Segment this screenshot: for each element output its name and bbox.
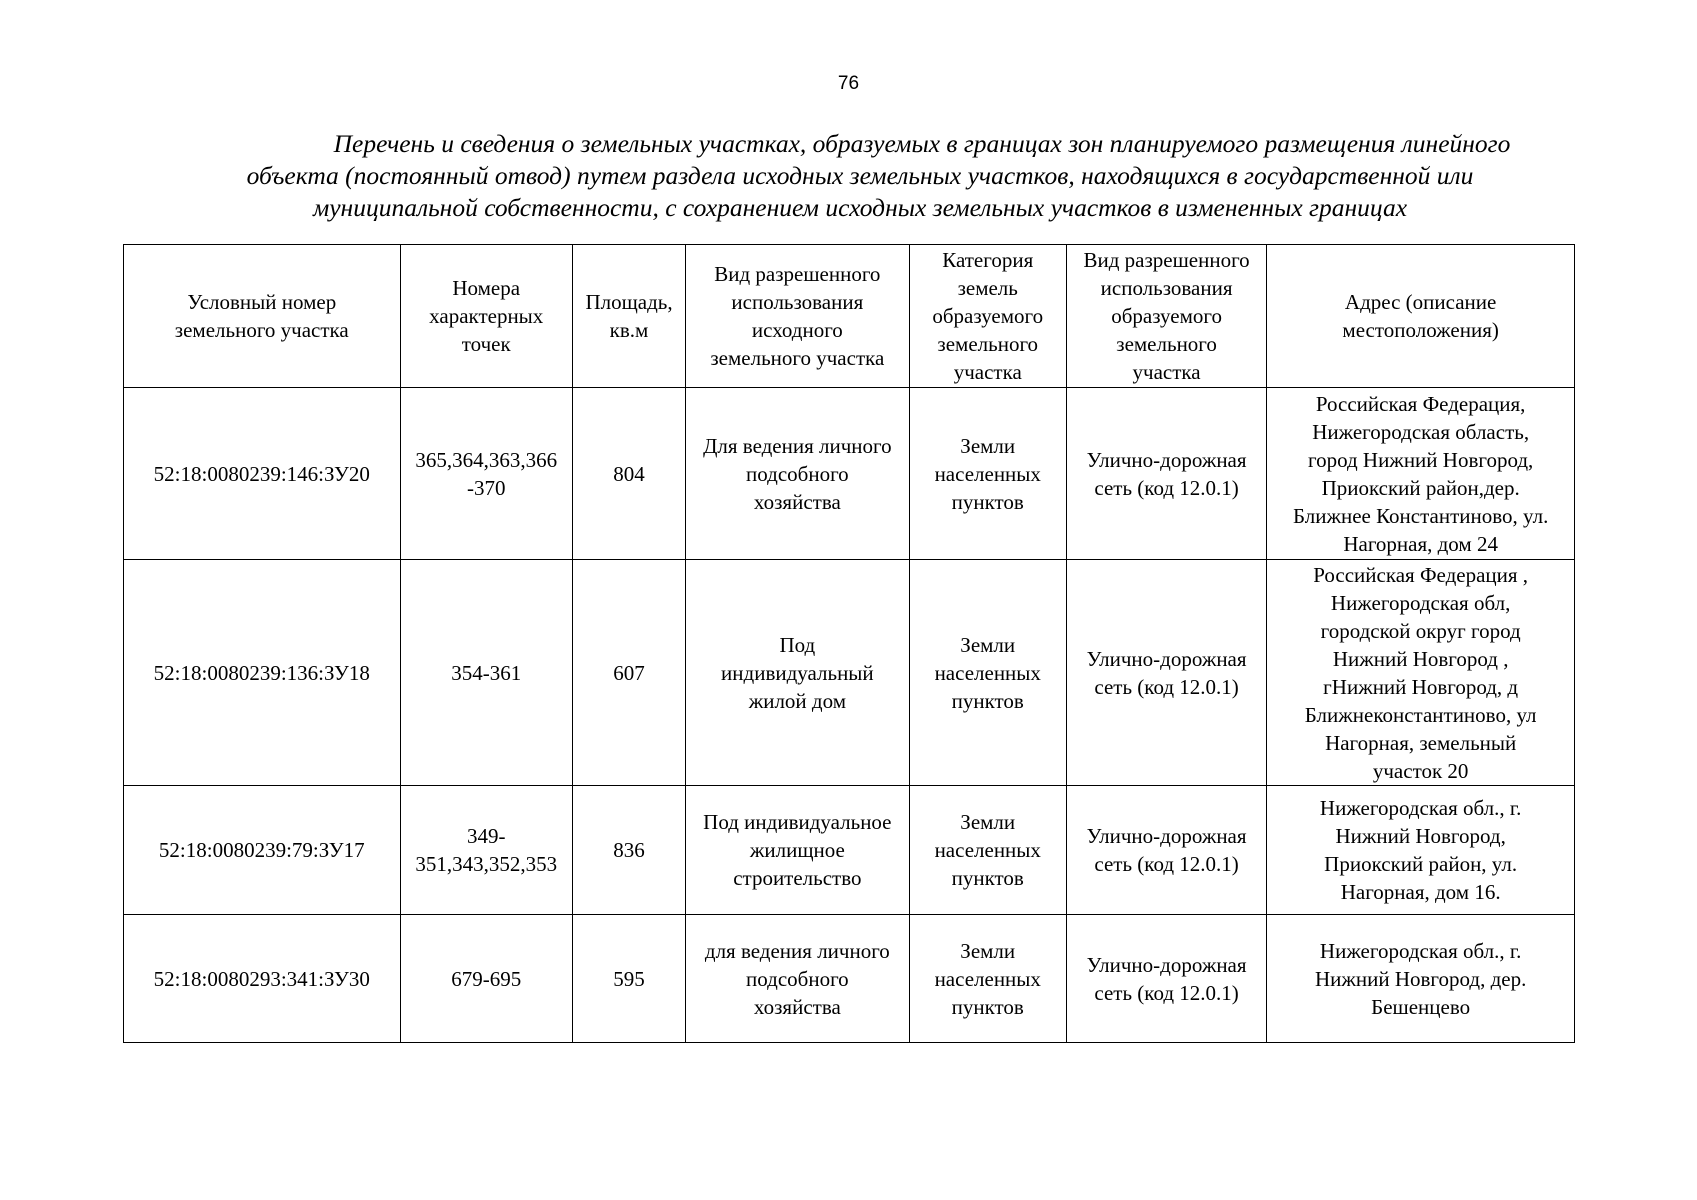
title-line-2: объекта (постоянный отвод) путем раздела исходных земельных участков, находящихся в государственной или (246, 161, 1474, 190)
cell-land-category: Земли населенных пунктов (909, 388, 1066, 560)
cell-source-permitted-use: Для ведения личного подсобного хозяйства (686, 388, 909, 560)
title-line-3: муниципальной собственности, с сохранением исходных земельных участков в измененных границах (312, 193, 1408, 222)
cell-point-numbers: 354-361 (400, 560, 572, 786)
cell-area: 595 (572, 915, 685, 1043)
cell-cadastral-number: 52:18:0080239:146:ЗУ20 (124, 388, 401, 560)
cell-point-numbers: 365,364,363,366 -370 (400, 388, 572, 560)
cell-address: Нижегородская обл., г. Нижний Новгород, дер. Бешенцево (1267, 915, 1575, 1043)
cell-point-numbers: 349- 351,343,352,353 (400, 786, 572, 915)
cell-source-permitted-use: для ведения личного подсобного хозяйства (686, 915, 909, 1043)
cell-cadastral-number: 52:18:0080293:341:ЗУ30 (124, 915, 401, 1043)
page-number: 76 (837, 73, 860, 94)
header-address: Адрес (описание местоположения) (1267, 245, 1575, 388)
cell-land-category: Земли населенных пунктов (909, 915, 1066, 1043)
table-header-row (124, 245, 1575, 388)
cell-cadastral-number: 52:18:0080239:136:ЗУ18 (124, 560, 401, 786)
header-land-category: Категория земель образуемого земельного участка (909, 245, 1066, 388)
table-row (124, 388, 1575, 560)
table-row (124, 786, 1575, 915)
cell-cadastral-number: 52:18:0080239:79:ЗУ17 (124, 786, 401, 915)
header-point-numbers: Номера характерных точек (400, 245, 572, 388)
land-plots-table (123, 244, 1575, 1043)
table-row (124, 915, 1575, 1043)
header-new-permitted-use: Вид разрешенного использования образуемого земельного участка (1066, 245, 1266, 388)
cell-source-permitted-use: Под индивидуальное жилищное строительство (686, 786, 909, 915)
cell-address: Российская Федерация , Нижегородская обл, городской округ город Нижний Новгород , гНижний Новгород, д Ближнеконстантиново, ул Нагорная, земельный участок 20 (1267, 560, 1575, 786)
cell-point-numbers: 679-695 (400, 915, 572, 1043)
cell-new-permitted-use: Улично-дорожная сеть (код 12.0.1) (1066, 786, 1266, 915)
cell-area: 607 (572, 560, 685, 786)
table-row (124, 560, 1575, 786)
cell-new-permitted-use: Улично-дорожная сеть (код 12.0.1) (1066, 560, 1266, 786)
cell-new-permitted-use: Улично-дорожная сеть (код 12.0.1) (1066, 915, 1266, 1043)
header-area: Площадь, кв.м (572, 245, 685, 388)
document-title (160, 128, 1560, 224)
header-source-permitted-use: Вид разрешенного использования исходного земельного участка (686, 245, 909, 388)
cell-land-category: Земли населенных пунктов (909, 560, 1066, 786)
cell-address: Российская Федерация, Нижегородская область, город Нижний Новгород, Приокский район,дер. Ближнее Константиново, ул. Нагорная, дом 24 (1267, 388, 1575, 560)
header-cadastral-number: Условный номер земельного участка (124, 245, 401, 388)
cell-new-permitted-use: Улично-дорожная сеть (код 12.0.1) (1066, 388, 1266, 560)
cell-area: 804 (572, 388, 685, 560)
title-line-1: Перечень и сведения о земельных участках, образуемых в границах зон планируемого размещения линейного (333, 129, 1511, 158)
cell-land-category: Земли населенных пунктов (909, 786, 1066, 915)
cell-area: 836 (572, 786, 685, 915)
cell-address: Нижегородская обл., г. Нижний Новгород, Приокский район, ул. Нагорная, дом 16. (1267, 786, 1575, 915)
cell-source-permitted-use: Под индивидуальный жилой дом (686, 560, 909, 786)
